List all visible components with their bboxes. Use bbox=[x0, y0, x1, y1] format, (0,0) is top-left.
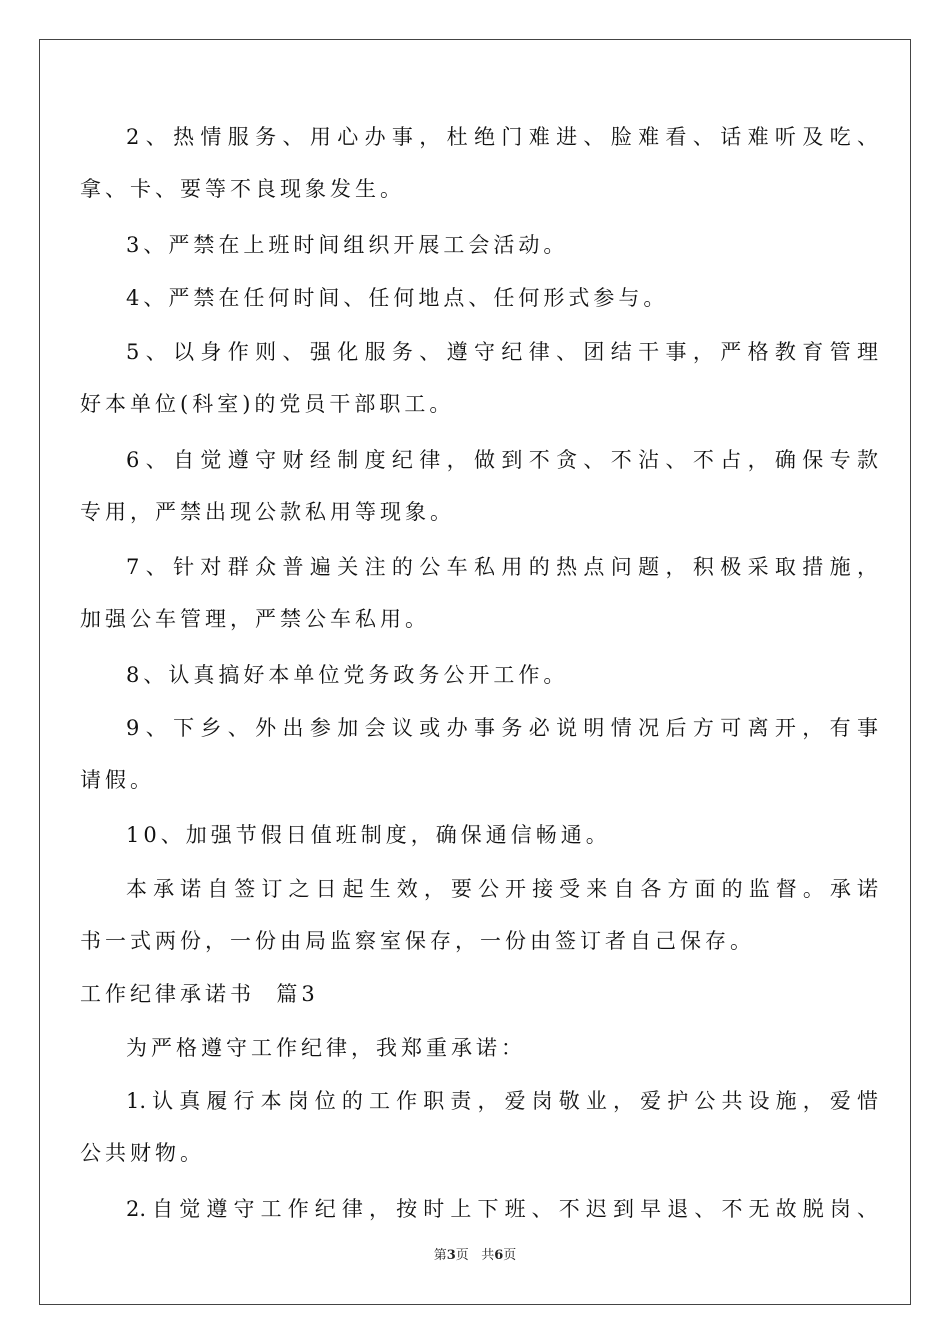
total-page-count: 6 bbox=[494, 1248, 504, 1263]
text-line: 6、自觉遵守财经制度纪律，做到不贪、不沾、不占，确保专款 bbox=[126, 448, 878, 472]
text-line: 书一式两份，一份由局监察室保存，一份由签订者自己保存。 bbox=[80, 929, 755, 953]
text-line: 7、针对群众普遍关注的公车私用的热点问题，积极采取措施， bbox=[126, 555, 878, 579]
text-line: 请假。 bbox=[80, 768, 155, 792]
text-line: 2.自觉遵守工作纪律，按时上下班、不迟到早退、不无故脱岗、 bbox=[126, 1197, 878, 1221]
page-label-prefix: 第 bbox=[433, 1248, 447, 1263]
current-page-number: 3 bbox=[446, 1248, 456, 1263]
text-line: 专用，严禁出现公款私用等现象。 bbox=[80, 500, 455, 524]
total-label-prefix: 共 bbox=[481, 1248, 495, 1263]
page-footer bbox=[0, 1244, 950, 1263]
text-line: 8、认真搞好本单位党务政务公开工作。 bbox=[126, 663, 569, 687]
section-heading: 工作纪律承诺书 篇3 bbox=[80, 982, 319, 1006]
text-line: 3、严禁在上班时间组织开展工会活动。 bbox=[126, 233, 569, 257]
text-line: 9、下乡、外出参加会议或办事务必说明情况后方可离开，有事 bbox=[126, 716, 878, 740]
page-label-suffix: 页 bbox=[455, 1248, 469, 1263]
total-label-suffix: 页 bbox=[503, 1248, 517, 1263]
text-line: 加强公车管理，严禁公车私用。 bbox=[80, 607, 430, 631]
text-line: 好本单位(科室)的党员干部职工。 bbox=[80, 392, 455, 416]
text-line: 拿、卡、要等不良现象发生。 bbox=[80, 177, 405, 201]
text-line: 1.认真履行本岗位的工作职责，爱岗敬业，爱护公共设施，爱惜 bbox=[126, 1089, 878, 1113]
text-line: 5、以身作则、强化服务、遵守纪律、团结干事，严格教育管理 bbox=[126, 340, 878, 364]
text-line: 2、热情服务、用心办事，杜绝门难进、脸难看、话难听及吃、 bbox=[126, 125, 878, 149]
text-line: 为严格遵守工作纪律，我郑重承诺： bbox=[126, 1036, 526, 1060]
text-line: 公共财物。 bbox=[80, 1141, 205, 1165]
text-line: 本承诺自签订之日起生效，要公开接受来自各方面的监督。承诺 bbox=[126, 877, 878, 901]
text-line: 4、严禁在任何时间、任何地点、任何形式参与。 bbox=[126, 286, 669, 310]
text-line: 10、加强节假日值班制度，确保通信畅通。 bbox=[126, 823, 611, 847]
